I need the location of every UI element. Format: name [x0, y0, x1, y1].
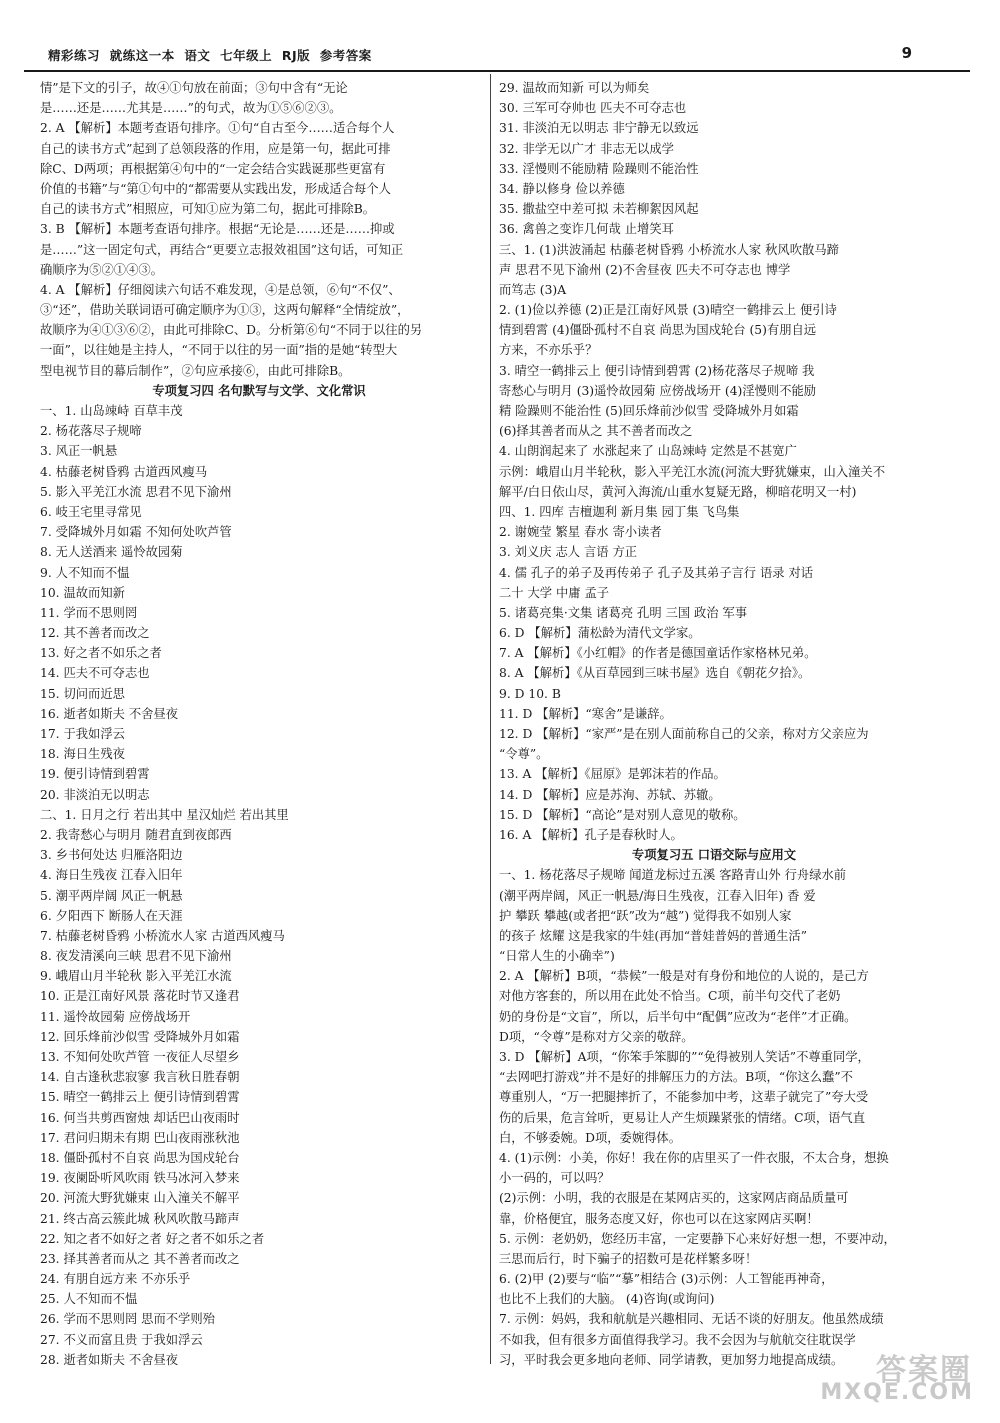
answer-line: 2. 我寄愁心与明月 随君直到夜郎西	[40, 827, 232, 842]
answer-line: 7. A 【解析】《小红帽》的作者是德国童话作家格林兄弟。	[499, 646, 817, 661]
answer-line: 2. 杨花落尽子规啼	[40, 424, 142, 439]
answer-line: 11. D 【解析】“寒舍”是谦辞。	[499, 706, 672, 721]
answer-line: 一、1. 山岛竦峙 百草丰茂	[40, 404, 183, 418]
answer-line: 四、1. 四库 吉檀迦利 新月集 园丁集 飞鸟集	[499, 504, 740, 519]
answer-line: 31. 非淡泊无以明志 非宁静无以致远	[499, 121, 699, 136]
answer-line: 12. 回乐烽前沙似雪 受降城外月如霜	[40, 1029, 240, 1044]
answer-line: 故顺序为④①③⑥②，由此可排除C、D。分析第⑥句“不同于以往的另	[40, 323, 423, 338]
answer-line: 25. 人不知而不愠	[40, 1292, 138, 1307]
answer-line: 4. 山朗润起来了 水涨起来了 山岛竦峙 定然是不甚宽广	[499, 444, 797, 459]
answer-line: 是……”这一固定句式，再结合“更要立志报效祖国”这句话，可知正	[40, 242, 404, 257]
answer-line: 除C、D两项；再根据第④句中的“一定会结合实践诞那些更富有	[40, 161, 386, 176]
answer-line: 13. 好之者不如乐之者	[40, 646, 162, 661]
section-title: 专项复习四 名句默写与文学、文化常识	[152, 382, 366, 398]
header-title: 精彩练习 就练这一本 语文 七年级上 RJ版 参考答案	[48, 48, 372, 63]
answer-line: (潮平两岸阔，风正一帆悬/海日生残夜，江春入旧年) 香 爱	[499, 888, 816, 903]
answer-line: 4. A 【解析】仔细阅读六句话不难发现，④是总领，⑥句“不仅”、	[40, 282, 401, 297]
answer-line: 2. (1)俭以养德 (2)正是江南好风景 (3)晴空一鹤排云上 便引诗	[499, 303, 837, 318]
answer-line: 8. A 【解析】《从百草园到三味书屋》选自《朝花夕拾》。	[499, 666, 811, 681]
answer-line: 12. 其不善者而改之	[40, 626, 150, 641]
answer-line: 24. 有朋自远方来 不亦乐乎	[40, 1272, 191, 1287]
answer-line: 6. (2)甲 (2)要与“临”“摹”相结合 (3)示例：人工智能再神奇，	[499, 1272, 834, 1287]
answer-line: 18. 僵卧孤村不自哀 尚思为国戍轮台	[40, 1150, 240, 1165]
answer-line: 伤的后果，危言耸听，更易让人产生烦躁紧张的情绪。C项，语气直	[499, 1110, 866, 1125]
answer-line: 三、1. (1)洪波涌起 枯藤老树昏鸦 小桥流水人家 秋风吹散马蹄	[499, 242, 839, 257]
answer-line: 习，平时我会更多地向老师、同学请教，更加努力地提高成绩。	[499, 1352, 844, 1367]
answer-line: 16. A 【解析】孔子是春秋时人。	[499, 827, 683, 842]
answer-line: 14. 匹夫不可夺志也	[40, 666, 150, 681]
answer-line: 而笃志 (3)A	[499, 282, 567, 297]
answer-line: 护 攀跃 攀越(或者把“跃”改为“越”) 觉得我不如别人家	[499, 908, 792, 923]
answer-line: 的孩子 炫耀 这是我家的牛娃(再加“普娃普妈的普通生活”	[499, 928, 808, 943]
watermark-url: MXQE.COM	[820, 1380, 974, 1405]
answer-line: 7. 枯藤老树昏鸦 小桥流水人家 古道西风瘦马	[40, 928, 285, 943]
answer-line: 15. 切问而近思	[40, 686, 125, 701]
answer-line: 15. D 【解析】“高论”是对别人意见的敬称。	[499, 807, 746, 822]
answer-line: 26. 学而不思则罔 思而不学则殆	[40, 1312, 215, 1327]
answer-line: 6. 夕阳西下 断肠人在天涯	[40, 908, 183, 923]
watermark-logo	[810, 1345, 980, 1405]
answer-line: 不如我，但有很多方面值得我学习。我不会因为与航航交往耽误学	[499, 1332, 856, 1347]
column-divider	[490, 74, 491, 1364]
answer-line: D项，“令尊”是称对方父亲的敬辞。	[499, 1029, 694, 1044]
answer-line: 15. 晴空一鹤排云上 便引诗情到碧霄	[40, 1090, 240, 1105]
answer-line: 11. 学而不思则罔	[40, 605, 138, 620]
answer-line: 尊重别人，“万一把腿摔折了，不能参加中考，这辈子就完了”夸大受	[499, 1090, 869, 1105]
answer-line: 14. D 【解析】应是苏洵、苏轼、苏辙。	[499, 787, 721, 802]
answer-line: 5. 示例：老奶奶，您经历丰富，一定要静下心来好好想一想，不要冲动，	[499, 1231, 896, 1246]
answer-line: 一、1. 杨花落尽子规啼 闻道龙标过五溪 客路青山外 行舟绿水前	[499, 868, 847, 883]
answer-line: 20. 非淡泊无以明志	[40, 787, 150, 802]
answer-line: 5. 潮平两岸阔 风正一帆悬	[40, 888, 183, 903]
answer-line: 声 思君不见下渝州 (2)不舍昼夜 匹夫不可夺志也 博学	[499, 262, 791, 277]
answer-line: “日常人生的小确幸”)	[499, 949, 615, 964]
answer-line: (6)择其善者而从之 其不善者而改之	[499, 424, 693, 439]
answer-line: 2. A 【解析】B项，“恭候”一般是对有身份和地位的人说的，是己方	[499, 969, 869, 984]
answer-line: 型电视节目的幕后制作”，②句应承接⑥，由此可排除B。	[40, 363, 351, 378]
answer-line: 10. 温故而知新	[40, 585, 125, 600]
right-column	[499, 78, 929, 1370]
answer-line: 3. 乡书何处达 归雁洛阳边	[40, 848, 183, 863]
answer-line: 29. 温故而知新 可以为师矣	[499, 81, 650, 95]
answer-line: 36. 禽兽之变诈几何哉 止增笑耳	[499, 222, 674, 237]
answer-line: “令尊”。	[499, 747, 549, 762]
answer-line: 4. 儒 孔子的弟子及再传弟子 孔子及其弟子言行 语录 对话	[499, 565, 814, 580]
answer-line: 4. 海日生残夜 江春入旧年	[40, 868, 183, 883]
answer-line: 16. 逝者如斯夫 不舍昼夜	[40, 706, 179, 721]
answer-line: 5. 诸葛亮集·文集 诸葛亮 孔明 三国 政治 军事	[499, 605, 748, 620]
answer-line: 对他方客套的，所以用在此处不恰当。C项，前半句交代了老奶	[499, 989, 841, 1004]
answer-line: 14. 自古逢秋悲寂寥 我言秋日胜春朝	[40, 1070, 240, 1085]
answer-line: 2. 谢婉莹 繁星 春水 寄小读者	[499, 525, 662, 540]
answer-line: 3. 刘义庆 志人 言语 方正	[499, 545, 638, 560]
answer-line: (2)示例：小明，我的衣服是在某网店买的，这家网店商品质量可	[499, 1191, 849, 1206]
answer-line: 18. 海日生残夜	[40, 747, 125, 762]
answer-line: 情到碧霄 (4)僵卧孤村不自哀 尚思为国戍轮台 (5)有朋自远	[499, 323, 817, 338]
answer-line: 奶的身份是“文盲”，所以，后半句中“配偶”应改为“老伴”才正确。	[499, 1009, 857, 1024]
answer-line: 19. 便引诗情到碧霄	[40, 767, 150, 782]
answer-line: 白，不够委婉。D项，委婉得体。	[499, 1130, 682, 1145]
answer-line: 28. 逝者如斯夫 不舍昼夜	[40, 1352, 179, 1367]
answer-line: 12. D 【解析】“家严”是在别人面前称自己的父亲，称对方父亲应为	[499, 727, 869, 741]
answer-line: 价值的书籍”与“第①句中的“都需要从实践出发，形成适合每个人	[40, 181, 391, 196]
answer-line: 4. 枯藤老树昏鸦 古道西风瘦马	[40, 464, 208, 479]
answer-line: 21. 终古高云簇此城 秋风吹散马蹄声	[40, 1211, 240, 1226]
page-number: 9	[901, 44, 912, 62]
answer-line: 精 险躁则不能治性 (5)回乐烽前沙似雪 受降城外月如霜	[499, 404, 799, 418]
answer-line: 方来，不亦乐乎？	[499, 343, 598, 358]
answer-line: 寄愁心与明月 (3)遥怜故园菊 应傍战场开 (4)淫慢则不能励	[499, 383, 817, 398]
answer-line: 小一码的，可以吗？	[499, 1171, 610, 1186]
answer-line: 23. 择其善者而从之 其不善者而改之	[40, 1251, 240, 1266]
answer-line: 3. 风正一帆悬	[40, 444, 118, 459]
answer-line: 34. 静以修身 俭以养德	[499, 181, 625, 196]
answer-line: 情”是下文的引子，故④①句放在前面；③句中含有“无论	[40, 81, 348, 95]
answer-line: 三思而后行，时下骗子的招数可是花样繁多呀！	[499, 1251, 758, 1266]
watermark-text: 答案圈	[876, 1353, 972, 1388]
answer-line: 35. 撒盐空中差可拟 未若柳絮因风起	[499, 202, 699, 217]
answer-line: 33. 淫慢则不能励精 险躁则不能治性	[499, 161, 699, 176]
answer-line: 30. 三军可夺帅也 匹夫不可夺志也	[499, 101, 687, 116]
answer-line: 16. 何当共剪西窗烛 却话巴山夜雨时	[40, 1110, 240, 1125]
answer-line: 4. (1)示例：小美，你好！我在你的店里买了一件衣服，不太合身，想换	[499, 1150, 889, 1165]
answer-line: 也比不上我们的大脑。 (4)咨询(或询问)	[499, 1292, 715, 1307]
answer-line: 3. 晴空一鹤排云上 便引诗情到碧霄 (2)杨花落尽子规啼 我	[499, 363, 815, 378]
answer-line: 2. A 【解析】本题考查语句排序。①句“自古至今……适合每个人	[40, 121, 395, 136]
answer-line: 自己的读书方式”起到了总领段落的作用，应是第一句，据此可排	[40, 141, 391, 156]
answer-line: 确顺序为⑤②①④③。	[40, 262, 163, 277]
answer-line: 3. B 【解析】本题考查语句排序。根据“无论是……还是……抑或	[40, 222, 395, 237]
answer-line: 17. 于我如浮云	[40, 727, 125, 741]
page-header	[28, 40, 972, 68]
answer-line: 17. 君问归期未有期 巴山夜雨涨秋池	[40, 1130, 240, 1145]
answer-line: 一面”，以往她是主持人，“不同于以往的另一面”指的是她“转型大	[40, 343, 398, 358]
answer-line: 是……还是……尤其是……”的句式，故为①⑤⑥②③。	[40, 101, 342, 116]
answer-line: 9. 峨眉山月半轮秋 影入平羌江水流	[40, 969, 232, 984]
left-column	[40, 78, 478, 1370]
answer-line: 6. D 【解析】蒲松龄为清代文学家。	[499, 626, 701, 641]
answer-line: 7. 受降城外月如霜 不知何处吹芦管	[40, 525, 232, 540]
answer-line: ③“还”，借助关联词语可确定顺序为①③，这两句解释“全情绽放”，	[40, 303, 410, 318]
answer-line: 11. 遥怜故园菊 应傍战场开	[40, 1009, 191, 1024]
answer-line: 22. 知之者不如好之者 好之者不如乐之者	[40, 1231, 265, 1246]
section-title: 专项复习五 口语交际与应用文	[631, 847, 797, 863]
answer-line: 靠，价格便宜，服务态度又好，你也可以在这家网店买啊！	[499, 1211, 819, 1226]
answer-line: 8. 无人送酒来 遥怜故园菊	[40, 545, 183, 560]
answer-line: 解平/白日依山尽，黄河入海流/山重水复疑无路，柳暗花明又一村)	[499, 484, 857, 499]
answer-line: 13. 不知何处吹芦管 一夜征人尽望乡	[40, 1050, 240, 1064]
answer-line: 9. 人不知而不愠	[40, 565, 130, 580]
header-rule	[24, 70, 970, 72]
answer-line: 5. 影入平羌江水流 思君不见下渝州	[40, 484, 232, 499]
answer-line: “去网吧打游戏”并不是好的排解压力的方法。B项，“你这么蠢”不	[499, 1070, 853, 1085]
answer-line: 7. 示例：妈妈，我和航航是兴趣相同、无话不谈的好朋友。他虽然成绩	[499, 1312, 884, 1327]
answer-line: 自己的读书方式”相照应，可知①应为第二句，据此可排除B。	[40, 202, 376, 217]
answer-line: 6. 岐王宅里寻常见	[40, 504, 142, 519]
answer-line: 二、1. 日月之行 若出其中 星汉灿烂 若出其里	[40, 807, 289, 822]
answer-line: 19. 夜阑卧听风吹雨 铁马冰河入梦来	[40, 1171, 240, 1186]
answer-line: 二十 大学 中庸 孟子	[499, 585, 610, 600]
answer-line: 9. D 10. B	[499, 686, 561, 701]
answer-line: 13. A 【解析】《屈原》是郭沫若的作品。	[499, 767, 726, 782]
answer-line: 20. 河流大野犹嫌束 山入潼关不解平	[40, 1191, 240, 1206]
answer-line: 示例：峨眉山月半轮秋，影入平羌江水流(河流大野犹嫌束，山入潼关不	[499, 464, 886, 479]
answer-line: 3. D 【解析】A项，“你笨手笨脚的”“免得被别人笑话”不尊重同学，	[499, 1050, 870, 1064]
answer-line: 32. 非学无以广才 非志无以成学	[499, 141, 674, 156]
answer-line: 27. 不义而富且贵 于我如浮云	[40, 1332, 203, 1347]
answer-line: 10. 正是江南好风景 落花时节又逢君	[40, 989, 240, 1004]
answer-line: 8. 夜发清溪向三峡 思君不见下渝州	[40, 949, 232, 964]
